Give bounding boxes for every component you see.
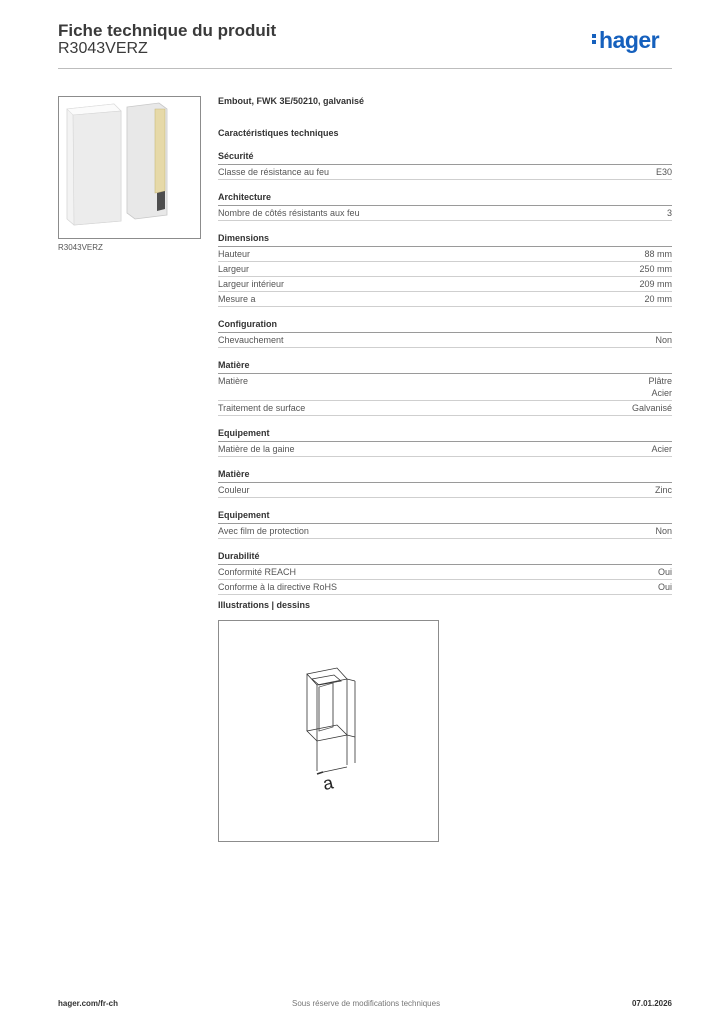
spec-value bbox=[651, 443, 672, 455]
spec-label: Traitement de surface bbox=[218, 403, 306, 413]
spec-value-line: 209 mm bbox=[639, 279, 672, 289]
spec-row bbox=[218, 292, 672, 307]
spec-value bbox=[644, 293, 672, 305]
spec-section bbox=[218, 318, 672, 348]
spec-value bbox=[658, 566, 672, 578]
section-title: Dimensions bbox=[218, 232, 672, 247]
spec-value-line: E30 bbox=[655, 167, 672, 177]
spec-row bbox=[218, 580, 672, 595]
spec-row bbox=[218, 483, 672, 498]
spec-row bbox=[218, 401, 672, 416]
spec-label: Mesure a bbox=[218, 294, 256, 304]
section-title: Matière bbox=[218, 468, 672, 483]
illustrations-title: Illustrations | dessins bbox=[218, 600, 311, 610]
spec-label: Chevauchement bbox=[218, 335, 284, 345]
spec-section bbox=[218, 550, 672, 595]
spec-value-line: 250 mm bbox=[639, 264, 672, 274]
spec-label: Conforme à la directive RoHS bbox=[218, 582, 338, 592]
spec-value bbox=[655, 334, 672, 346]
logo-text: hager bbox=[599, 27, 660, 53]
spec-row bbox=[218, 277, 672, 292]
hager-logo bbox=[592, 27, 659, 54]
section-title: Architecture bbox=[218, 191, 672, 206]
spec-value bbox=[655, 525, 672, 537]
header-divider bbox=[58, 68, 672, 69]
spec-label: Classe de résistance au feu bbox=[218, 167, 330, 177]
spec-value bbox=[639, 263, 672, 275]
spec-row bbox=[218, 333, 672, 348]
spec-label: Conformité REACH bbox=[218, 567, 297, 577]
spec-section bbox=[218, 509, 672, 539]
spec-value-line: 88 mm bbox=[644, 249, 672, 259]
dimension-a-label: a bbox=[321, 772, 336, 795]
technical-drawing bbox=[218, 620, 439, 842]
spec-value bbox=[639, 278, 672, 290]
spec-row bbox=[218, 165, 672, 180]
footer-website-link[interactable]: hager.com/fr-ch bbox=[58, 999, 119, 1008]
spec-label: Hauteur bbox=[218, 249, 251, 259]
section-title: Configuration bbox=[218, 318, 672, 333]
spec-row bbox=[218, 565, 672, 580]
spec-section bbox=[218, 232, 672, 307]
product-image bbox=[58, 96, 201, 239]
spec-value-line: 3 bbox=[666, 208, 672, 218]
spec-section bbox=[218, 427, 672, 457]
product-photo-icon bbox=[59, 97, 200, 238]
product-image-caption: R3043VERZ bbox=[58, 243, 103, 252]
footer-disclaimer: Sous réserve de modifications techniques bbox=[292, 999, 441, 1008]
spec-value-line: Oui bbox=[657, 582, 672, 592]
spec-value bbox=[656, 166, 672, 178]
spec-section bbox=[218, 191, 672, 221]
end-piece-drawing-icon bbox=[219, 621, 438, 841]
spec-value bbox=[632, 402, 672, 414]
spec-row bbox=[218, 247, 672, 262]
logo-dots-icon bbox=[592, 32, 597, 46]
spec-value-line: Zinc bbox=[654, 485, 672, 495]
spec-value bbox=[658, 581, 672, 593]
spec-value-line: Acier bbox=[651, 444, 672, 454]
spec-value bbox=[644, 248, 672, 260]
section-title: Matière bbox=[218, 359, 672, 374]
spec-value-line: 20 mm bbox=[644, 294, 672, 304]
spec-section bbox=[218, 150, 672, 180]
specifications bbox=[218, 96, 672, 606]
spec-value bbox=[667, 207, 672, 219]
spec-label: Couleur bbox=[218, 485, 250, 495]
spec-label: Nombre de côtés résistants aux feu bbox=[218, 208, 360, 218]
spec-value bbox=[648, 375, 672, 399]
spec-row bbox=[218, 524, 672, 539]
spec-label: Matière bbox=[218, 376, 249, 386]
spec-value-line: Non bbox=[655, 526, 672, 536]
product-reference: R3043VERZ bbox=[58, 40, 148, 57]
spec-label: Largeur intérieur bbox=[218, 279, 285, 289]
spec-label: Matière de la gaine bbox=[218, 444, 295, 454]
tech-characteristics-title: Caractéristiques techniques bbox=[218, 128, 339, 138]
spec-section bbox=[218, 468, 672, 498]
spec-label: Avec film de protection bbox=[218, 526, 309, 536]
spec-row bbox=[218, 374, 672, 401]
product-name: Embout, FWK 3E/50210, galvanisé bbox=[218, 96, 365, 106]
footer-date: 07.01.2026 bbox=[631, 999, 672, 1008]
spec-sections bbox=[218, 150, 672, 595]
document-title: Fiche technique du produit bbox=[58, 21, 277, 40]
spec-value-line: Acier bbox=[651, 388, 672, 398]
spec-row bbox=[218, 262, 672, 277]
section-title: Equipement bbox=[218, 509, 672, 524]
spec-value-line: Oui bbox=[657, 567, 672, 577]
section-title: Equipement bbox=[218, 427, 672, 442]
section-title: Durabilité bbox=[218, 550, 672, 565]
spec-section bbox=[218, 359, 672, 416]
spec-value-line: Non bbox=[655, 335, 672, 345]
section-title: Sécurité bbox=[218, 150, 672, 165]
spec-row bbox=[218, 442, 672, 457]
spec-value bbox=[655, 484, 672, 496]
spec-label: Largeur bbox=[218, 264, 250, 274]
spec-value-line: Galvanisé bbox=[631, 403, 672, 413]
spec-row bbox=[218, 206, 672, 221]
spec-value-line: Plâtre bbox=[648, 376, 672, 386]
